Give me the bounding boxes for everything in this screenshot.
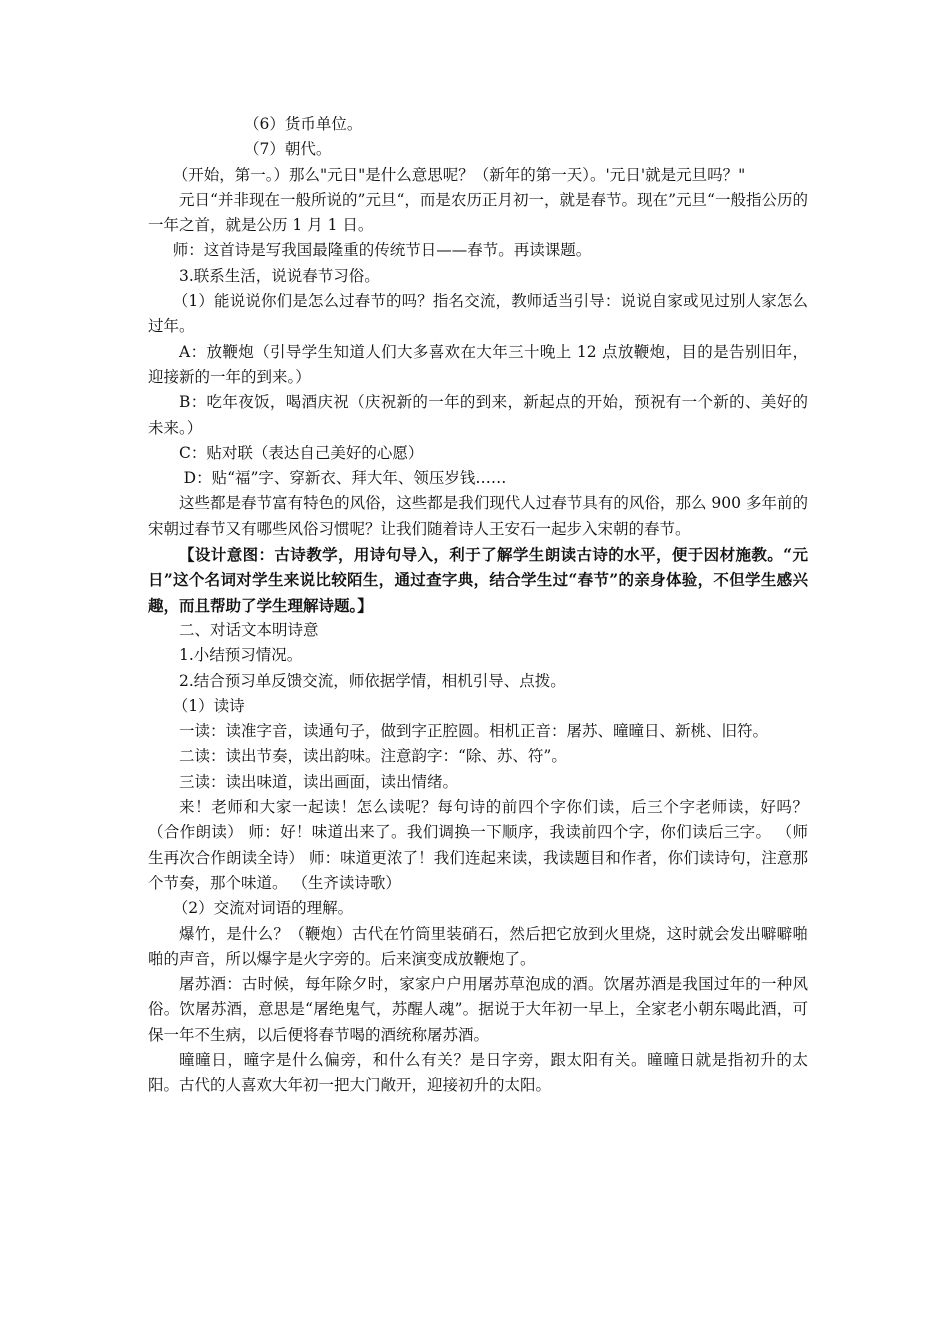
section-heading-customs: 3.联系生活，说说春节习俗。 [179,266,380,285]
reading-step-three: 三读：读出味道，读出画面，读出情绪。 [179,772,459,791]
step-preview-summary: 1.小结预习情况。 [179,646,303,665]
sub-heading-word-meaning: （2）交流对词语的理解。 [172,899,354,918]
custom-item-firecrackers: A：放鞭炮（引导学生知道人们大多喜欢在大年三十晚上 12 点放鞭炮，目的是告别旧年，迎接新的一年的到来。） [148,342,808,386]
paragraph-teacher-spring-festival: 师：这首诗是写我国最隆重的传统节日——春节。再读课题。 [172,241,592,260]
paragraph-yuanri-explanation: 元日“并非现在一般所说的”元旦“，而是农历正月初一，就是春节。现在”元旦“一般指公历的一年之首，就是公历 1 月 1 日。 [148,190,808,235]
document-page [148,112,808,1099]
paragraph-design-intent: 【设计意图：古诗教学，用诗句导入，利于了解学生朗读古诗的水平，便于因材施教。“元日”这个名词对学生来说比较陌生，通过查字典，结合学生过“春节”的亲身体验，不但学生感兴趣，而且帮助了学生理解诗题。】 [148,545,808,615]
paragraph-group-reading: 来！老师和大家一起读！怎么读呢？每句诗的前四个字你们读，后三个字老师读，好吗？ （合作朗读） 师：好！味道出来了。我们调换一下顺序，我读前四个字，你们读后三字。 （师生再次合作朗读全诗） 师：味道更浓了！我们连起来读，我读题目和作者，你们读诗句，注意那个节奏，那个味道。 （生齐读诗歌） [148,798,808,892]
custom-item-dinner: B：吃年夜饭，喝酒庆祝（庆祝新的一年的到来，新起点的开始，预祝有一个新的、美好的未来。） [148,393,808,437]
list-item-currency: （6）货币单位。 [244,115,363,133]
reading-step-two: 二读：读出节奏，读出韵味。注意韵字：“除、苏、符”。 [179,747,567,766]
paragraph-firecracker-word: 爆竹，是什么？（鞭炮）古代在竹筒里装硝石，然后把它放到火里烧，这时就会发出噼噼啪啪的声音，所以爆字是火字旁的。后来演变成放鞭炮了。 [148,924,808,968]
reading-step-one: 一读：读准字音，读通句子，做到字正腔圆。相机正音：屠苏、曈曈日、新桃、旧符。 [179,722,769,741]
list-item-dynasty: （7）朝代。 [244,140,332,159]
paragraph-yuanri-question: （开始，第一。）那么"元日"是什么意思呢？（新年的第一天）。'元日'就是元旦吗？" [172,165,746,184]
paragraph-tusu-wine: 屠苏酒：古时候，每年除夕时，家家户户用屠苏草泡成的酒。饮屠苏酒是我国过年的一种风俗。饮屠苏酒，意思是“屠绝鬼气，苏醒人魂”。据说于大年初一早上，全家老小朝东喝此酒，可保一年不生病，以后便将春节喝的酒统称屠苏酒。 [148,975,808,1044]
paragraph-tongtong-sun: 曈曈日，曈字是什么偏旁，和什么有关？是日字旁，跟太阳有关。曈曈日就是指初升的太阳。古代的人喜欢大年初一把大门敞开，迎接初升的太阳。 [148,1050,808,1095]
paragraph-discuss-customs: （1）能说说你们是怎么过春节的吗？指名交流，教师适当引导：说说自家或见过别人家怎么过年。 [148,292,808,336]
section-heading-dialogue: 二、对话文本明诗意 [179,620,319,639]
custom-item-fu: D：贴“福”字、穿新衣、拜大年、领压岁钱…… [183,469,507,488]
paragraph-song-dynasty: 这些都是春节富有特色的风俗，这些都是我们现代人过春节具有的风俗，那么 900 多年前的宋朝过春节又有哪些风俗习惯呢？让我们随着诗人王安石一起步入宋朝的春节。 [148,494,808,538]
step-feedback-exchange: 2.结合预习单反馈交流，师依据学情，相机引导、点拨。 [179,671,566,690]
sub-heading-read-poem: （1）读诗 [172,696,245,715]
custom-item-couplets: C：贴对联（表达自己美好的心愿） [179,443,424,462]
